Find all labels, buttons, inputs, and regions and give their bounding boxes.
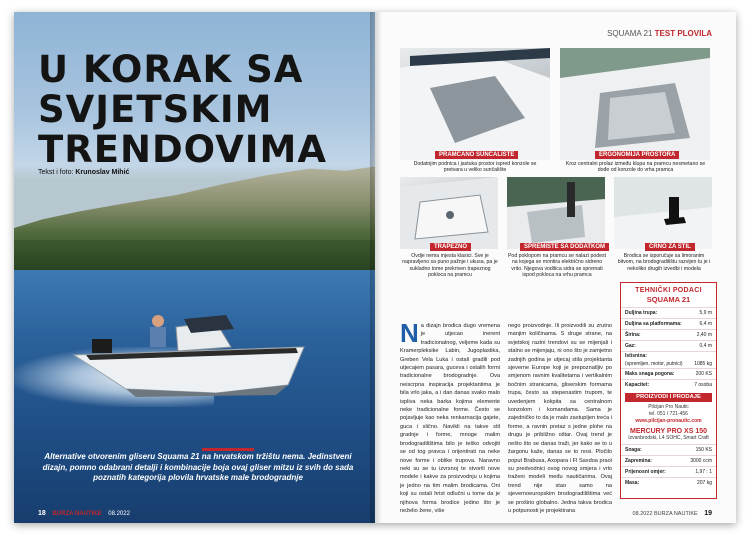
producer-website: www.pilcijan-pronautic.com <box>635 418 702 424</box>
photo-bow-sunbed <box>400 48 550 160</box>
tag-1: PRAMČANO SUNČALIŠTE <box>435 151 518 159</box>
tag-4: SPREMIŠTE SA DODATKOM <box>520 243 609 251</box>
tag-3: TRAPEZNO <box>430 243 471 251</box>
issue-left: 08.2022 <box>108 511 130 517</box>
engine-row: Prijenosni omjer: 1,97 : 1 <box>621 466 716 477</box>
byline-author: Krunoslav Mihić <box>75 169 130 176</box>
spec-model: SQUAMA 21 <box>646 295 691 304</box>
tag-5: CRNO ZA STIL <box>645 243 695 251</box>
spec-box <box>620 282 717 499</box>
magazine-brand-right: BURZA NAUTIKE <box>653 511 698 517</box>
spec-row: Gaz: 0,4 m <box>621 340 716 351</box>
left-page <box>14 12 375 523</box>
producer-title: PROIZVODI I PRODAJE <box>625 393 712 402</box>
producer-phone: tel. 051 / 721-456 <box>649 411 688 417</box>
drop-cap: N <box>400 318 419 348</box>
body-column-1 <box>400 318 500 515</box>
tag-2: ERGONOMIJA PROSTORA <box>595 151 679 159</box>
body-column-2: nego proizvodnje. Ili proizvodili su zrutno manjim količinama. S druge strane, na svjetskoj razini trendovi su se mijenjali i stalno se mijenjaju, ni ono što je zamjetno zadnjih godina je utjecaj stila projektanta sjeverne Europe koji je prepoznatljiv po smjenom ravnim kvalitetama i vertikalnim bočnim stranicama, gliserskim formama trupa, često sa stepenastim trupom, te uvedenjem kokpita sa centralnom konzolom i komandama. Sama je zajedničko to da je malo zastupljen treća i forme, a ravnin pretaz s jedne plohe na drugu je približno oštar. Ovaj trend je nešto što se danas traži, jer kako se to u žargonu kaže, danas se to nosi. Pločilo poput Brabusa, Axopara i Fl Saxdoa praoi su predvodnici ovog novog smjera i vrlo traženi modeli među nautičarima. Ovaj trend nije stao samo na sjevernoeuropskim brodogradilištima već se proširio globalno. Jedna takva brodica u potpunosti je projektirana <box>508 323 612 514</box>
magazine-brand-left: BURZA NAUTIKE <box>52 511 102 517</box>
caption-1: Dodatnjim podnica i jastuka prostor ispred konzole se pretvara u veliko sunčalište <box>413 161 537 174</box>
spec-row: Kapacitet: 7 osoba <box>621 379 716 390</box>
photo-ergonomics <box>560 48 710 160</box>
right-page <box>375 12 736 523</box>
engine-row: Snaga: 150 KS <box>621 444 716 455</box>
caption-3: Ovdje nema mjesta klasici. Sve je napravljeno sa puno pažnje i ukusa, pa je sukladno tome prekriven trapeznog pokloca na pramcu <box>402 253 498 278</box>
page-number-left: 18 <box>38 510 46 517</box>
spec-row: Duljina trupa: 5,9 m <box>621 307 716 318</box>
engine-desc: Izvanbrodski, L4 SOHC, Smart Craft <box>628 435 709 441</box>
spec-row: Istisnina: <box>621 351 716 360</box>
photo-storage <box>507 177 605 249</box>
caption-5: Brodica se isporučuje sa limoranim bitvom, na brodogradilištu razvijen tu je i nekoliko drugih izvedbi i modela <box>617 253 711 272</box>
running-head-section: TEST PLOVILA <box>654 29 712 38</box>
right-footer <box>633 510 712 517</box>
headline <box>38 50 327 170</box>
byline <box>38 169 129 176</box>
engine-row: Zapremina: 3000 ccm <box>621 455 716 466</box>
byline-prefix: Tekst i foto: <box>38 169 74 176</box>
spec-row: Duljina sa platformama: 6,4 m <box>621 318 716 329</box>
body-column-1-text: a dizajn brodica dugo vremena je utjecao inerent tradicionalnog, veljeme kada su Kramerpleksike Labin, Jugoplastika, Greben Vela Luka i ostali gradili pod utjecajem pasara, guceva i ostalih formi tradicionalne brodogradnje. Ova neiscrpna inspiracija projektantima je bila vrlo jaka, a i dan danas svako malo ispliva neka barka kojima elemente neke tradicionalne forme. Često se pojavljuje kao neka renkarnacija gajete, guca i slično. Navikli na takve stil gradnje i forme, mnoge malim brodogradilištima bilo je teško odvojiti se od tog pravca i orijentirati na neke nove forme i oblike trupova. Naravno neki su se tu izvrsnoj te stvorili nove modele i kakve za proizvodnju u kojima je jedno na tim malim brodicama. Oni koji su ostali hrist odlučni u tome da je njihova forma brodice jedino što je neželio žene, više <box>400 323 500 514</box>
left-footer <box>38 510 130 517</box>
lead-accent-bar <box>202 448 254 451</box>
page-number-right: 19 <box>704 510 712 517</box>
background-treeline <box>14 240 375 274</box>
spec-row: (spremljen, motor, putnici) 1085 kg <box>625 361 712 367</box>
spec-row: Maks snaga pogona: 200 KS <box>621 368 716 379</box>
page-gutter <box>370 12 382 523</box>
boat-photo <box>66 307 316 397</box>
spec-row: Širina: 2,40 m <box>621 329 716 340</box>
producer-name: Pilcijan Pro Nautic <box>648 404 689 410</box>
running-head-model: SQUAMA 21 <box>607 29 653 38</box>
headline-line-1: U KORAK SA <box>38 48 304 91</box>
photo-trapezoid <box>400 177 498 249</box>
headline-line-3: TRENDOVIMA <box>38 128 327 171</box>
running-head <box>607 29 712 38</box>
engine-model: MERCURY PRO XS 150 <box>629 428 708 435</box>
spec-title: TEHNIČKI PODACI <box>635 287 702 294</box>
headline-line-2: SVJETSKIM <box>38 88 273 131</box>
issue-right: 08.2022 <box>632 511 653 517</box>
caption-2: Kroz centralni prolaz između klupa na pramcu nesmetano se dođe od konzole do vrha pramca <box>565 161 706 174</box>
photo-black-detail <box>614 177 712 249</box>
caption-4: Pod poklopom na pramcu se nalazi podest na kojega se montira električno sidreno vrito. Njegova vodilica sidra se spremati ispod pokloca na vrhu pramca <box>507 253 607 278</box>
engine-row: Masa: 207 kg <box>621 477 716 488</box>
lead-paragraph: Alternative otvorenim gliseru Squama 21 na hrvatskom tržištu nema. Jedinstveni dizajn, pomno odabrani detalji i kombinacije boja ovaj gliser mitzu iz svih do sada poznatih kategorija plovila hrvatske male brodogradnje <box>42 452 354 482</box>
magazine-spread <box>14 12 736 523</box>
